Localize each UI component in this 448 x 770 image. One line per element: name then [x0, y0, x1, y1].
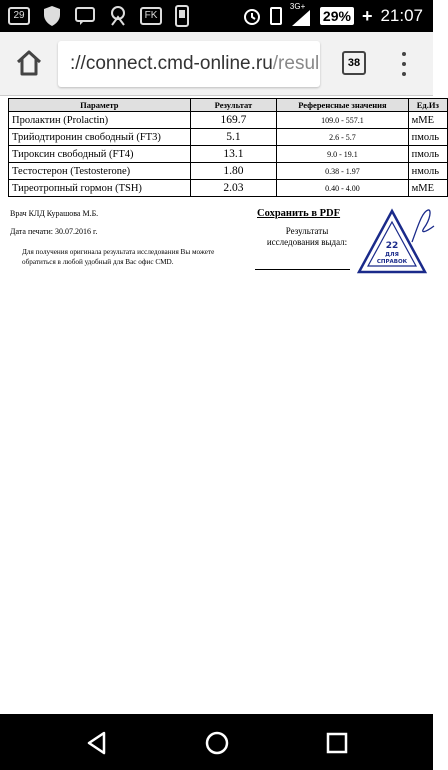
param-cell: Трийодтиронин свободный (FT3) [9, 129, 191, 146]
reference-cell: 0.40 - 4.00 [277, 180, 408, 197]
col-ref: Референсные значения [277, 99, 408, 112]
result-cell: 169.7 [190, 112, 277, 129]
signature-line [255, 269, 350, 270]
signature-icon [408, 206, 438, 246]
battery-indicator: 29% [320, 7, 354, 25]
table-header [9, 99, 448, 112]
app-icon [108, 5, 128, 27]
table-row [9, 112, 448, 129]
param-cell: Тестостерон (Testosterone) [9, 163, 191, 180]
col-result: Результат [190, 99, 277, 112]
result-cell: 5.1 [190, 129, 277, 146]
signal-icon [290, 4, 312, 28]
page-content [0, 96, 440, 714]
original-note: Для получения оригинала результата исследования Вы можете обратиться в любой удобный для Вас офис CMD. [22, 248, 215, 266]
reference-cell: 109.0 - 557.1 [277, 112, 408, 129]
unit-cell: пмоль [408, 129, 447, 146]
table-row [9, 129, 448, 146]
shield-icon [42, 5, 62, 27]
phone-icon [174, 5, 190, 27]
result-cell: 13.1 [190, 146, 277, 163]
col-param: Параметр [9, 99, 191, 112]
status-bar [0, 0, 433, 32]
table-row [9, 163, 448, 180]
table-row [9, 146, 448, 163]
network-type: 3G+ [289, 2, 306, 11]
results-table [8, 98, 448, 197]
param-cell: Пролактин (Prolactin) [9, 112, 191, 129]
reference-cell: 2.6 - 5.7 [277, 129, 408, 146]
result-cell: 2.03 [190, 180, 277, 197]
charging-icon: + [361, 5, 373, 26]
unit-cell: нмоль [408, 163, 447, 180]
issued-by-label: Результаты исследования выдал: [266, 226, 348, 247]
reference-cell: 0.38 - 1.97 [277, 163, 408, 180]
fk-app-icon: FK [140, 7, 162, 25]
home-icon[interactable] [14, 48, 44, 78]
address-bar[interactable] [58, 41, 320, 87]
save-pdf-link[interactable]: Сохранить в PDF [257, 208, 341, 219]
url-domain: ://connect.cmd-online.ru [70, 53, 273, 74]
param-cell: Тироксин свободный (FT4) [9, 146, 191, 163]
unit-cell: мМЕ [408, 112, 447, 129]
table-row [9, 180, 448, 197]
unit-cell: пмоль [408, 146, 447, 163]
notification-count-icon: 29 [8, 7, 30, 25]
tab-switcher-button[interactable]: 38 [342, 51, 366, 75]
param-cell: Тиреотропный гормон (TSH) [9, 180, 191, 197]
reference-cell: 9.0 - 19.1 [277, 146, 408, 163]
back-icon[interactable] [82, 728, 112, 758]
message-icon [74, 6, 96, 26]
col-unit: Ед.Из [408, 99, 447, 112]
url-path: /resul [272, 53, 320, 74]
result-cell: 1.80 [190, 163, 277, 180]
stamp-number: 22 [385, 241, 399, 251]
overflow-menu-icon[interactable] [400, 52, 408, 76]
doctor-name: Врач КЛД Курашова М.Б. [10, 209, 99, 218]
vibrate-icon [270, 7, 282, 25]
home-nav-icon[interactable] [202, 728, 232, 758]
unit-cell: мМЕ [408, 180, 447, 197]
clock: 21:07 [380, 6, 423, 25]
recents-icon[interactable] [322, 728, 352, 758]
browser-toolbar [0, 32, 433, 96]
alarm-icon [242, 6, 262, 26]
nav-bar [0, 714, 433, 770]
stamp-word1: ДЛЯ [385, 252, 399, 258]
stamp-word2: СПРАВОК [376, 259, 408, 265]
print-date: Дата печати: 30.07.2016 г. [10, 227, 98, 236]
